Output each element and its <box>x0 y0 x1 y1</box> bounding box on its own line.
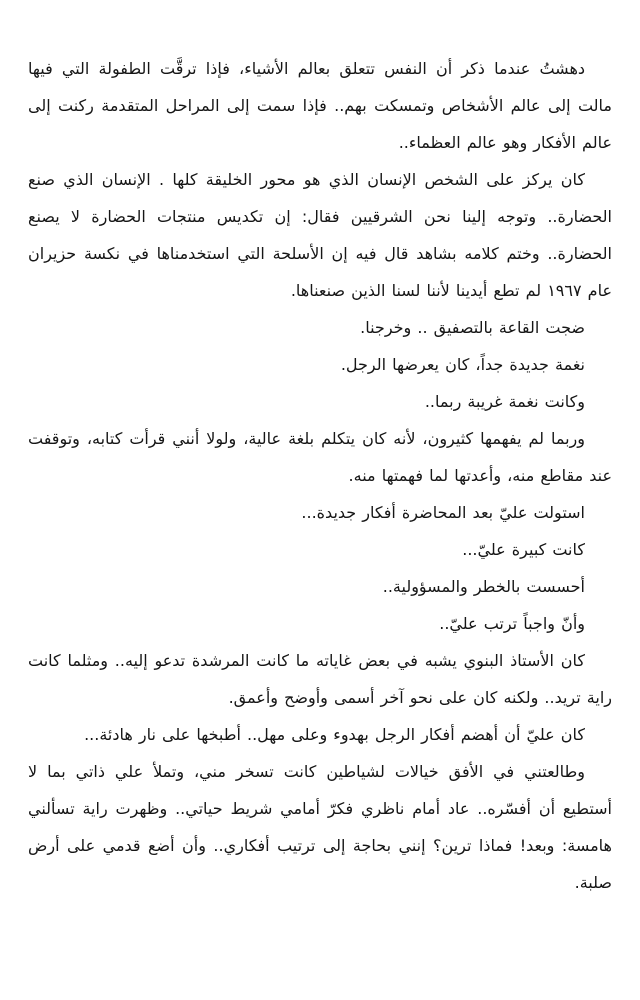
paragraph: وأنّ واجباً ترتب عليّ.. <box>439 614 585 633</box>
paragraph: كان عليّ أن أهضم أفكار الرجل بهدوء وعلى مهل.. أطبخها على نار هادئة... <box>84 725 585 744</box>
paragraph: كان الأستاذ البنوي يشبه في بعض غاياته ما كانت المرشدة تدعو إليه.. ومثلما كانت راية تريد.. ولكنه كان على نحو آخر أسمى وأوضح وأعمق. <box>28 651 612 707</box>
paragraph: نغمة جديدة جداً، كان يعرضها الرجل. <box>340 355 585 374</box>
paragraph: استولت عليّ بعد المحاضرة أفكار جديدة... <box>301 503 585 522</box>
paragraph: كانت كبيرة عليّ... <box>462 540 585 559</box>
paragraph: وكانت نغمة غريبة ربما.. <box>424 392 585 411</box>
paragraph: ضجت القاعة بالتصفيق .. وخرجنا. <box>360 318 585 337</box>
paragraph: وطالعتني في الأفق خيالات لشياطين كانت تسخر مني، وتملأ علي ذاتي بما لا أستطيع أن أفسّره.. عاد أمام ناظري فكرّ أمامي شريط حياتي.. وظهرت راية تسألني هامسة: وبعد! فماذا ترين؟ إنني بحاجة إلى ترتيب أفكاري.. وأن أضع قدمي على أرض صلبة. <box>28 762 612 892</box>
paragraph: كان يركز على الشخص الإنسان الذي هو محور الخليقة كلها . الإنسان الذي صنع الحضارة.. وتوجه إلينا نحن الشرقيين فقال: إن تكديس منتجات الحضارة لا يصنع الحضارة.. وختم كلامه بشاهد قال فيه إن الأسلحة التي استخدمناها في نكسة حزيران عام ١٩٦٧ لم تطع أيدينا لأننا لسنا الذين صنعناها. <box>28 170 612 300</box>
paragraph: وربما لم يفهمها كثيرون، لأنه كان يتكلم بلغة عالية، ولولا أنني قرأت كتابه، وتوقفت عند مقاطع منه، وأعدتها لما فهمتها منه. <box>28 429 612 485</box>
paragraph: دهشتُ عندما ذكر أن النفس تتعلق بعالم الأشياء، فإذا ترقَّت الطفولة التي فيها مالت إلى عالم الأشخاص وتمسكت بهم.. فإذا سمت إلى المراحل المتقدمة ركنت إلى عالم الأفكار وهو عالم العظماء.. <box>28 59 612 152</box>
paragraph: أحسست بالخطر والمسؤولية.. <box>382 577 585 596</box>
